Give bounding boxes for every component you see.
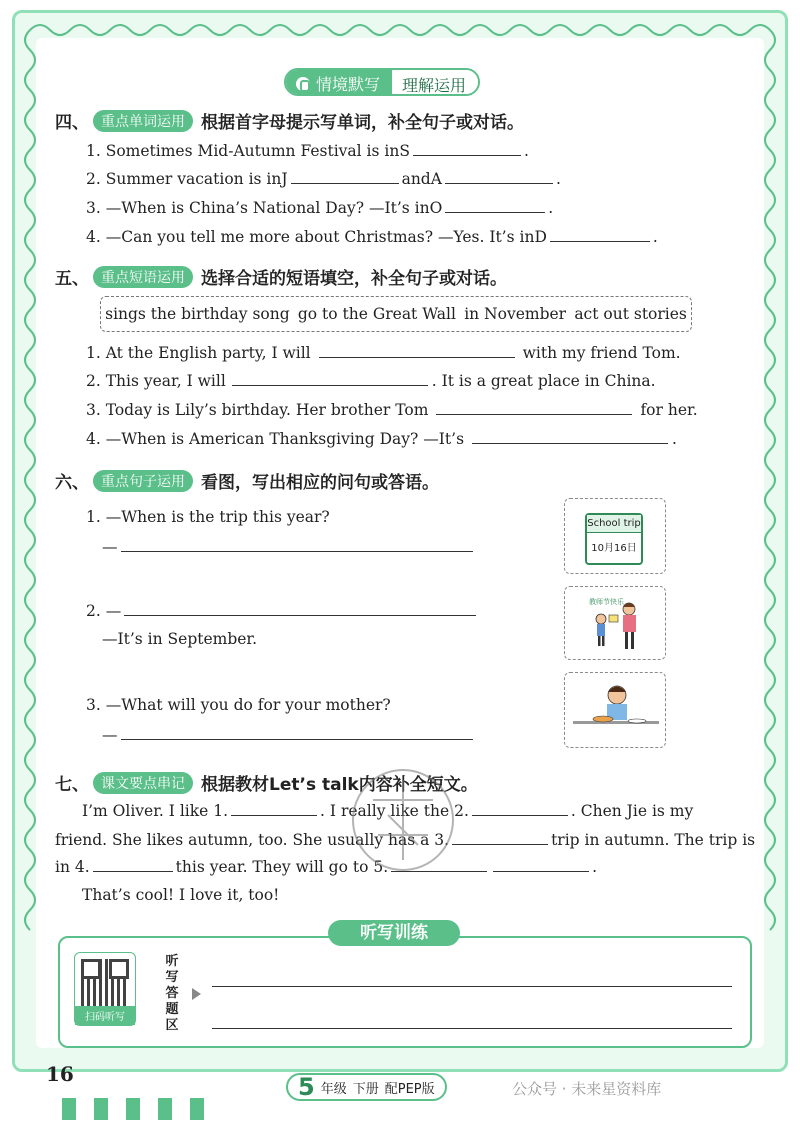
item-text: 4. —Can you tell me more about Christmas? —Yes. It’s in <box>86 228 535 246</box>
answer-blank[interactable] <box>493 858 589 872</box>
qr-code[interactable] <box>74 952 136 1026</box>
s6-item-3-question: 3. —What will you do for your mother? <box>86 696 391 714</box>
calendar-icon <box>585 513 643 565</box>
answer-blank[interactable] <box>93 858 173 872</box>
item-text: 3. —When is China’s National Day? —It’s in <box>86 199 430 217</box>
grade-number: 5 <box>298 1073 315 1101</box>
grade-label: 年级 <box>320 1081 347 1097</box>
item-text: . <box>652 228 658 246</box>
item-text: . <box>548 199 554 217</box>
footer-bar <box>62 1098 76 1120</box>
passage-text: this year. They will go to 5. <box>175 858 389 876</box>
section-tag: 重点句子运用 <box>93 470 193 492</box>
s5-item-2 <box>86 372 656 390</box>
header-left <box>286 70 392 94</box>
section-tag: 重点单词运用 <box>93 110 193 132</box>
page-number: 16 <box>46 1062 74 1086</box>
footer-bar <box>190 1098 204 1120</box>
item-text: . <box>555 170 561 188</box>
answer-blank[interactable] <box>319 344 515 358</box>
term-label: 下册 <box>352 1081 379 1097</box>
passage-text: friend. She likes autumn, too. She usually has a 3. <box>55 831 450 849</box>
qr-code-icon <box>81 959 129 1007</box>
s5-item-1 <box>86 344 681 362</box>
section-number: 四、 <box>55 113 89 133</box>
section-instruction: 根据教材Let’s talk内容补全短文。 <box>201 775 478 795</box>
answer-blank[interactable] <box>231 802 317 816</box>
answer-blank[interactable] <box>472 430 668 444</box>
answer-blank[interactable] <box>445 170 553 184</box>
hint-letter: A <box>430 170 442 188</box>
s6-item-2-question <box>86 602 479 620</box>
listening-title: 听写训练 <box>328 920 460 946</box>
phrase-option: go to the Great Wall <box>297 305 456 323</box>
cooking-picture <box>564 672 666 748</box>
header-right: 理解运用 <box>392 70 478 94</box>
answer-blank[interactable] <box>445 199 545 213</box>
microphone-icon <box>296 77 310 91</box>
calendar-date: 10月16日 <box>591 543 637 554</box>
s4-item-2 <box>86 170 561 188</box>
item-text: 2. This year, I will <box>86 372 226 390</box>
s4-item-3 <box>86 199 553 217</box>
answer-blank[interactable] <box>232 372 428 386</box>
section-number: 五、 <box>55 269 89 289</box>
writing-line[interactable] <box>212 986 732 987</box>
item-text: 4. —When is American Thanksgiving Day? —It’s <box>86 430 465 448</box>
passage-text: I’m Oliver. I like 1. <box>82 802 229 820</box>
footer-bar <box>158 1098 172 1120</box>
dash: — <box>102 538 118 556</box>
grade-pill <box>286 1073 447 1101</box>
s5-item-3 <box>86 401 698 419</box>
section-6-heading <box>55 468 439 493</box>
section-number: 六、 <box>55 473 89 493</box>
stamp-watermark <box>318 740 488 900</box>
s4-item-1 <box>86 142 529 160</box>
hint-letter: D <box>534 228 547 246</box>
phrase-bank <box>100 296 692 332</box>
s6-item-1-question: 1. —When is the trip this year? <box>86 508 330 526</box>
passage-line-4: That’s cool! I love it, too! <box>82 886 280 904</box>
answer-blank[interactable] <box>121 726 473 740</box>
passage-text: . <box>592 858 598 876</box>
phrase-option: act out stories <box>574 305 687 323</box>
answer-blank[interactable] <box>291 170 399 184</box>
answer-blank[interactable] <box>550 228 650 242</box>
item-text: . <box>523 142 529 160</box>
section-4-heading <box>55 108 524 133</box>
watermark-text: 公众号 · 未来星资料库 <box>512 1080 662 1098</box>
s5-item-4 <box>86 430 677 448</box>
header-left-label: 情境默写 <box>316 75 381 94</box>
answer-blank[interactable] <box>121 538 473 552</box>
section-5-heading <box>55 264 507 289</box>
item-text: . <box>672 430 677 448</box>
hint-letter: O <box>429 199 443 217</box>
teachers-day-picture <box>564 586 666 660</box>
passage-text: . Chen Jie is my <box>570 802 694 820</box>
footer-bar <box>126 1098 140 1120</box>
answer-blank[interactable] <box>436 401 632 415</box>
section-tag: 重点短语运用 <box>93 266 193 288</box>
qr-label: 扫码听写 <box>75 1006 135 1025</box>
calendar-picture <box>564 498 666 574</box>
section-header-pill <box>284 68 480 96</box>
item-text: 2. — <box>86 602 122 620</box>
passage-text: trip in autumn. The trip is <box>551 831 756 849</box>
s4-item-4 <box>86 228 658 246</box>
item-text: 2. Summer vacation is in <box>86 170 282 188</box>
section-tag: 课文要点串记 <box>93 772 193 794</box>
item-text: for her. <box>640 401 698 419</box>
item-text: with my friend Tom. <box>522 344 681 362</box>
edition-label: 配PEP版 <box>384 1081 435 1097</box>
answer-area-label: 听写答题区 <box>165 954 179 1033</box>
passage-text: in 4. <box>55 858 90 876</box>
s6-item-2-answer: —It’s in September. <box>102 630 258 648</box>
item-text: 1. At the English party, I will <box>86 344 311 362</box>
play-arrow-icon <box>192 988 201 1000</box>
hint-letter: S <box>399 142 410 160</box>
section-number: 七、 <box>55 775 89 795</box>
dash: — <box>102 726 118 744</box>
picture-caption: 教师节快乐 <box>589 598 624 606</box>
writing-line[interactable] <box>212 1028 732 1029</box>
item-text: . It is a great place in China. <box>431 372 656 390</box>
section-instruction: 看图，写出相应的问句或答语。 <box>201 473 439 493</box>
item-text: 3. Today is Lily’s birthday. Her brother Tom <box>86 401 429 419</box>
answer-blank[interactable] <box>413 142 521 156</box>
item-text: 1. Sometimes Mid-Autumn Festival is in <box>86 142 400 160</box>
phrase-option: in November <box>464 305 567 323</box>
passage-text: . I really like the 2. <box>320 802 469 820</box>
hint-letter: J <box>281 170 288 188</box>
calendar-title: School trip <box>587 515 641 533</box>
footer-bar <box>94 1098 108 1120</box>
s6-item-1-answer <box>102 538 476 556</box>
phrase-option: sings the birthday song <box>105 305 290 323</box>
section-instruction: 选择合适的短语填空，补全句子或对话。 <box>201 269 507 289</box>
boy-cooking-illustration <box>565 673 665 747</box>
answer-blank[interactable] <box>124 602 476 616</box>
section-instruction: 根据首字母提示写单词，补全句子或对话。 <box>201 113 524 133</box>
item-text: and <box>401 170 431 188</box>
listening-area <box>58 936 752 1048</box>
